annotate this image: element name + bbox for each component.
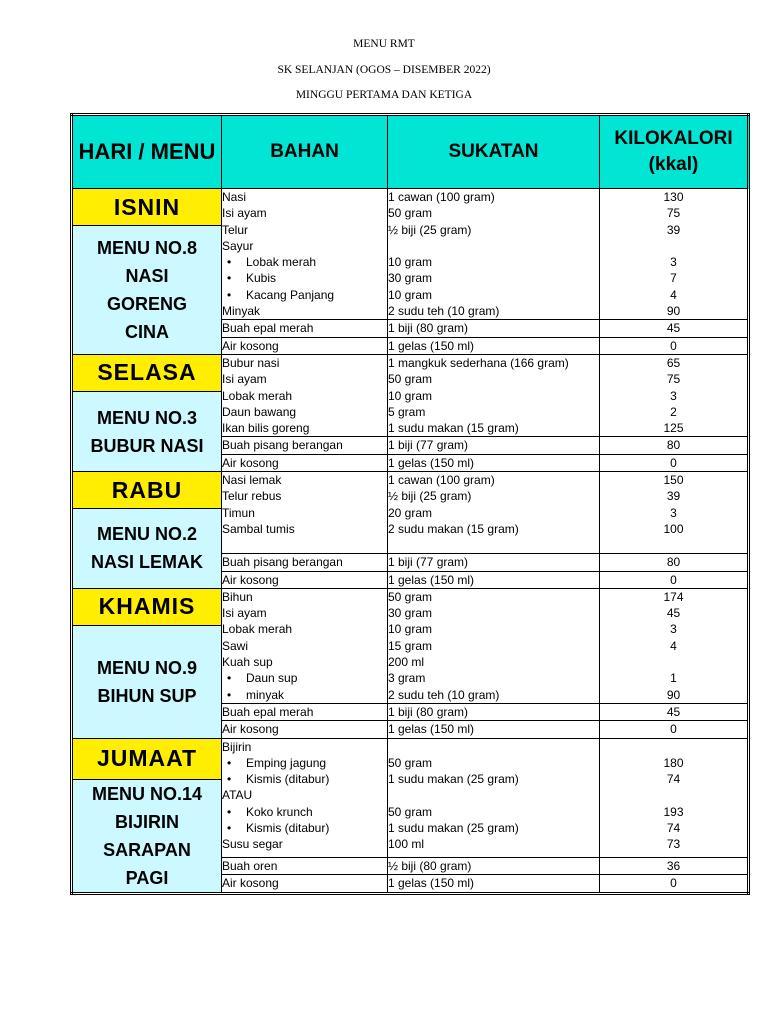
ingredient-amount: 3 gram [388, 671, 426, 686]
day-row-jumaat [72, 738, 749, 779]
day-row-selasa [72, 354, 749, 391]
fruit-sukatan: ½ biji (80 gram) [388, 857, 600, 874]
ingredient-kcal: 74 [666, 772, 681, 787]
menu-title: MENU NO.14 BIJIRIN SARAPAN PAGI [91, 783, 203, 888]
bahan-cell [222, 472, 388, 554]
ingredient-kcal: 2 [670, 404, 677, 419]
fruit-sukatan: 1 biji (80 gram) [388, 320, 600, 337]
ingredient-kcal: 3 [670, 255, 677, 270]
ingredient-kcal: 39 [666, 489, 681, 504]
ingredient-amount [388, 238, 599, 254]
water-bahan: Air kosong [222, 571, 388, 588]
ingredient-kcal: 4 [670, 287, 677, 302]
ingredient-kcal: 150 [663, 473, 684, 488]
ingredient-name: Sambal tumis [222, 521, 295, 536]
fruit-kcal: 36 [600, 857, 749, 874]
ingredient-amount: 1 mangkuk sederhana (166 gram) [388, 355, 569, 370]
ingredient-name: • Daun sup [222, 670, 387, 686]
day-label-khamis: KHAMIS [72, 588, 222, 625]
menu-name-isnin [72, 226, 222, 355]
water-kcal: 0 [600, 721, 749, 738]
water-sukatan: 1 gelas (150 ml) [388, 337, 600, 354]
ingredient-amount [388, 739, 599, 755]
fruit-kcal: 45 [600, 703, 749, 720]
ingredient-name: Isi ayam [222, 606, 267, 621]
col-header-hari: HARI / MENU [72, 115, 222, 189]
ingredient-amount: 100 ml [388, 837, 425, 852]
ingredient-name: Ikan bilis goreng [222, 421, 310, 436]
doc-week-line: MINGGU PERTAMA DAN KETIGA [295, 89, 473, 101]
day-label-isnin: ISNIN [72, 189, 222, 226]
kilokalori-cell [600, 738, 749, 857]
ingredient-name: Minyak [222, 304, 261, 319]
bahan-cell [222, 588, 388, 703]
ingredient-name: Telur [222, 222, 249, 237]
fruit-kcal: 80 [600, 437, 749, 454]
water-sukatan: 1 gelas (150 ml) [388, 721, 600, 738]
ingredient-kcal: 74 [666, 820, 681, 835]
day-label-rabu: RABU [72, 472, 222, 509]
ingredient-amount: 30 gram [388, 271, 433, 286]
fruit-sukatan: 1 biji (77 gram) [388, 437, 600, 454]
col-header-sukatan: SUKATAN [388, 115, 600, 189]
col-header-bahan: BAHAN [222, 115, 388, 189]
ingredient-amount: 20 gram [388, 505, 433, 520]
ingredient-amount: 15 gram [388, 638, 433, 653]
ingredient-name: • minyak [222, 687, 387, 703]
water-kcal: 0 [600, 875, 749, 893]
ingredient-name: Daun bawang [222, 404, 297, 419]
ingredient-kcal: 4 [670, 638, 677, 653]
fruit-bahan: Buah pisang berangan [222, 437, 388, 454]
ingredient-name: • Koko krunch [222, 804, 387, 820]
ingredient-name: Sawi [222, 638, 249, 653]
menu-title: MENU NO.9 BIHUN SUP [96, 657, 197, 706]
kilokalori-cell [600, 472, 749, 554]
ingredient-name: Telur rebus [222, 489, 282, 504]
ingredient-name: • Lobak merah [222, 254, 387, 270]
ingredient-kcal: 3 [670, 388, 677, 403]
day-row-rabu [72, 472, 749, 509]
ingredient-kcal: 100 [663, 521, 684, 536]
ingredient-amount: 1 sudu makan (15 gram) [388, 421, 519, 436]
ingredient-name: • Kismis (ditabur) [222, 820, 387, 836]
kilokalori-cell [600, 189, 749, 320]
ingredient-kcal: 73 [666, 837, 681, 852]
ingredient-name: Bijirin [222, 739, 252, 754]
water-kcal: 0 [600, 571, 749, 588]
fruit-kcal: 45 [600, 320, 749, 337]
col-header-kilokalori: KILOKALORI (kkal) [600, 115, 749, 189]
ingredient-amount: ½ biji (25 gram) [388, 222, 472, 237]
ingredient-name: Nasi lemak [222, 473, 282, 488]
water-bahan: Air kosong [222, 875, 388, 893]
day-row-khamis [72, 588, 749, 625]
fruit-bahan: Buah epal merah [222, 703, 388, 720]
ingredient-amount: 50 gram [388, 755, 433, 770]
water-sukatan: 1 gelas (150 ml) [388, 875, 600, 893]
fruit-bahan: Buah pisang berangan [222, 554, 388, 571]
ingredient-amount: ½ biji (25 gram) [388, 489, 472, 504]
ingredient-kcal [600, 238, 747, 254]
menu-name-selasa [72, 391, 222, 471]
ingredient-name: Isi ayam [222, 372, 267, 387]
ingredient-kcal [600, 739, 747, 755]
bahan-cell [222, 738, 388, 857]
ingredient-kcal: 125 [663, 421, 684, 436]
ingredient-kcal: 45 [666, 606, 681, 621]
sukatan-cell [388, 189, 600, 320]
water-bahan: Air kosong [222, 721, 388, 738]
ingredient-name: • Kacang Panjang [222, 287, 387, 303]
sukatan-cell [388, 588, 600, 703]
menu-name-khamis [72, 625, 222, 738]
ingredient-kcal [600, 654, 747, 670]
ingredient-amount: 10 gram [388, 255, 433, 270]
water-kcal: 0 [600, 337, 749, 354]
doc-subtitle: SK SELANJAN (OGOS – DISEMBER 2022) [277, 64, 491, 76]
bahan-cell [222, 354, 388, 436]
ingredient-amount: 10 gram [388, 287, 433, 302]
ingredient-kcal: 174 [663, 589, 684, 604]
doc-title: MENU RMT [353, 38, 415, 50]
ingredient-name: • Kubis [222, 270, 387, 286]
fruit-sukatan: 1 biji (80 gram) [388, 703, 600, 720]
sukatan-cell [388, 354, 600, 436]
day-row-isnin [72, 189, 749, 226]
ingredient-amount: 1 cawan (100 gram) [388, 473, 495, 488]
ingredient-name: Timun [222, 505, 255, 520]
menu-name-jumaat [72, 779, 222, 893]
day-label-jumaat: JUMAAT [72, 738, 222, 779]
ingredient-kcal: 193 [663, 804, 684, 819]
ingredient-name: Nasi [222, 190, 247, 204]
ingredient-name: ATAU [222, 788, 253, 803]
bahan-cell [222, 189, 388, 320]
ingredient-kcal [600, 787, 747, 803]
menu-name-rabu [72, 509, 222, 589]
ingredient-kcal: 90 [666, 304, 681, 319]
water-sukatan: 1 gelas (150 ml) [388, 454, 600, 471]
ingredient-kcal: 90 [666, 687, 681, 702]
ingredient-kcal: 130 [663, 190, 684, 204]
ingredient-amount: 1 sudu makan (25 gram) [388, 772, 519, 787]
menu-title: MENU NO.3 BUBUR NASI [90, 407, 204, 456]
ingredient-amount: 50 gram [388, 372, 433, 387]
menu-table [70, 113, 750, 895]
ingredient-amount: 1 sudu makan (25 gram) [388, 820, 519, 835]
ingredient-name: Lobak merah [222, 388, 293, 403]
kilokalori-cell [600, 354, 749, 436]
ingredient-amount: 50 gram [388, 589, 433, 604]
water-kcal: 0 [600, 454, 749, 471]
ingredient-amount: 200 ml [388, 655, 425, 670]
ingredient-amount: 30 gram [388, 606, 433, 621]
sukatan-cell [388, 738, 600, 857]
ingredient-name: Susu segar [222, 837, 283, 852]
water-bahan: Air kosong [222, 454, 388, 471]
ingredient-kcal: 75 [666, 372, 681, 387]
day-label-selasa: SELASA [72, 354, 222, 391]
ingredient-kcal: 7 [670, 271, 677, 286]
ingredient-amount: 2 sudu teh (10 gram) [388, 687, 500, 702]
ingredient-name: Sayur [222, 238, 254, 253]
fruit-sukatan: 1 biji (77 gram) [388, 554, 600, 571]
ingredient-name: Lobak merah [222, 622, 293, 637]
ingredient-amount: 10 gram [388, 622, 433, 637]
ingredient-name: • Kismis (ditabur) [222, 771, 387, 787]
ingredient-kcal: 39 [666, 222, 681, 237]
ingredient-name: Bubur nasi [222, 355, 280, 370]
ingredient-name: Isi ayam [222, 206, 267, 221]
ingredient-amount: 5 gram [388, 404, 426, 419]
water-bahan: Air kosong [222, 337, 388, 354]
water-sukatan: 1 gelas (150 ml) [388, 571, 600, 588]
fruit-bahan: Buah epal merah [222, 320, 388, 337]
ingredient-name: Bihun [222, 589, 253, 604]
ingredient-amount [388, 787, 599, 803]
ingredient-amount: 2 sudu makan (15 gram) [388, 521, 519, 536]
ingredient-name: Kuah sup [222, 655, 273, 670]
ingredient-amount: 50 gram [388, 804, 433, 819]
ingredient-amount: 2 sudu teh (10 gram) [388, 304, 500, 319]
kilokalori-cell [600, 588, 749, 703]
table-header-row [72, 115, 749, 189]
ingredient-kcal: 65 [666, 355, 681, 370]
ingredient-amount: 50 gram [388, 206, 433, 221]
ingredient-kcal: 75 [666, 206, 681, 221]
sukatan-cell [388, 472, 600, 554]
fruit-bahan: Buah oren [222, 857, 388, 874]
ingredient-name: • Emping jagung [222, 755, 387, 771]
ingredient-kcal: 3 [670, 622, 677, 637]
ingredient-kcal: 1 [670, 671, 677, 686]
ingredient-kcal: 180 [663, 755, 684, 770]
ingredient-amount: 10 gram [388, 388, 433, 403]
menu-title: MENU NO.2 NASI LEMAK [91, 524, 203, 573]
ingredient-kcal: 3 [670, 505, 677, 520]
fruit-kcal: 80 [600, 554, 749, 571]
menu-title: MENU NO.8 NASI GORENG CINA [96, 237, 197, 342]
ingredient-amount: 1 cawan (100 gram) [388, 190, 495, 204]
